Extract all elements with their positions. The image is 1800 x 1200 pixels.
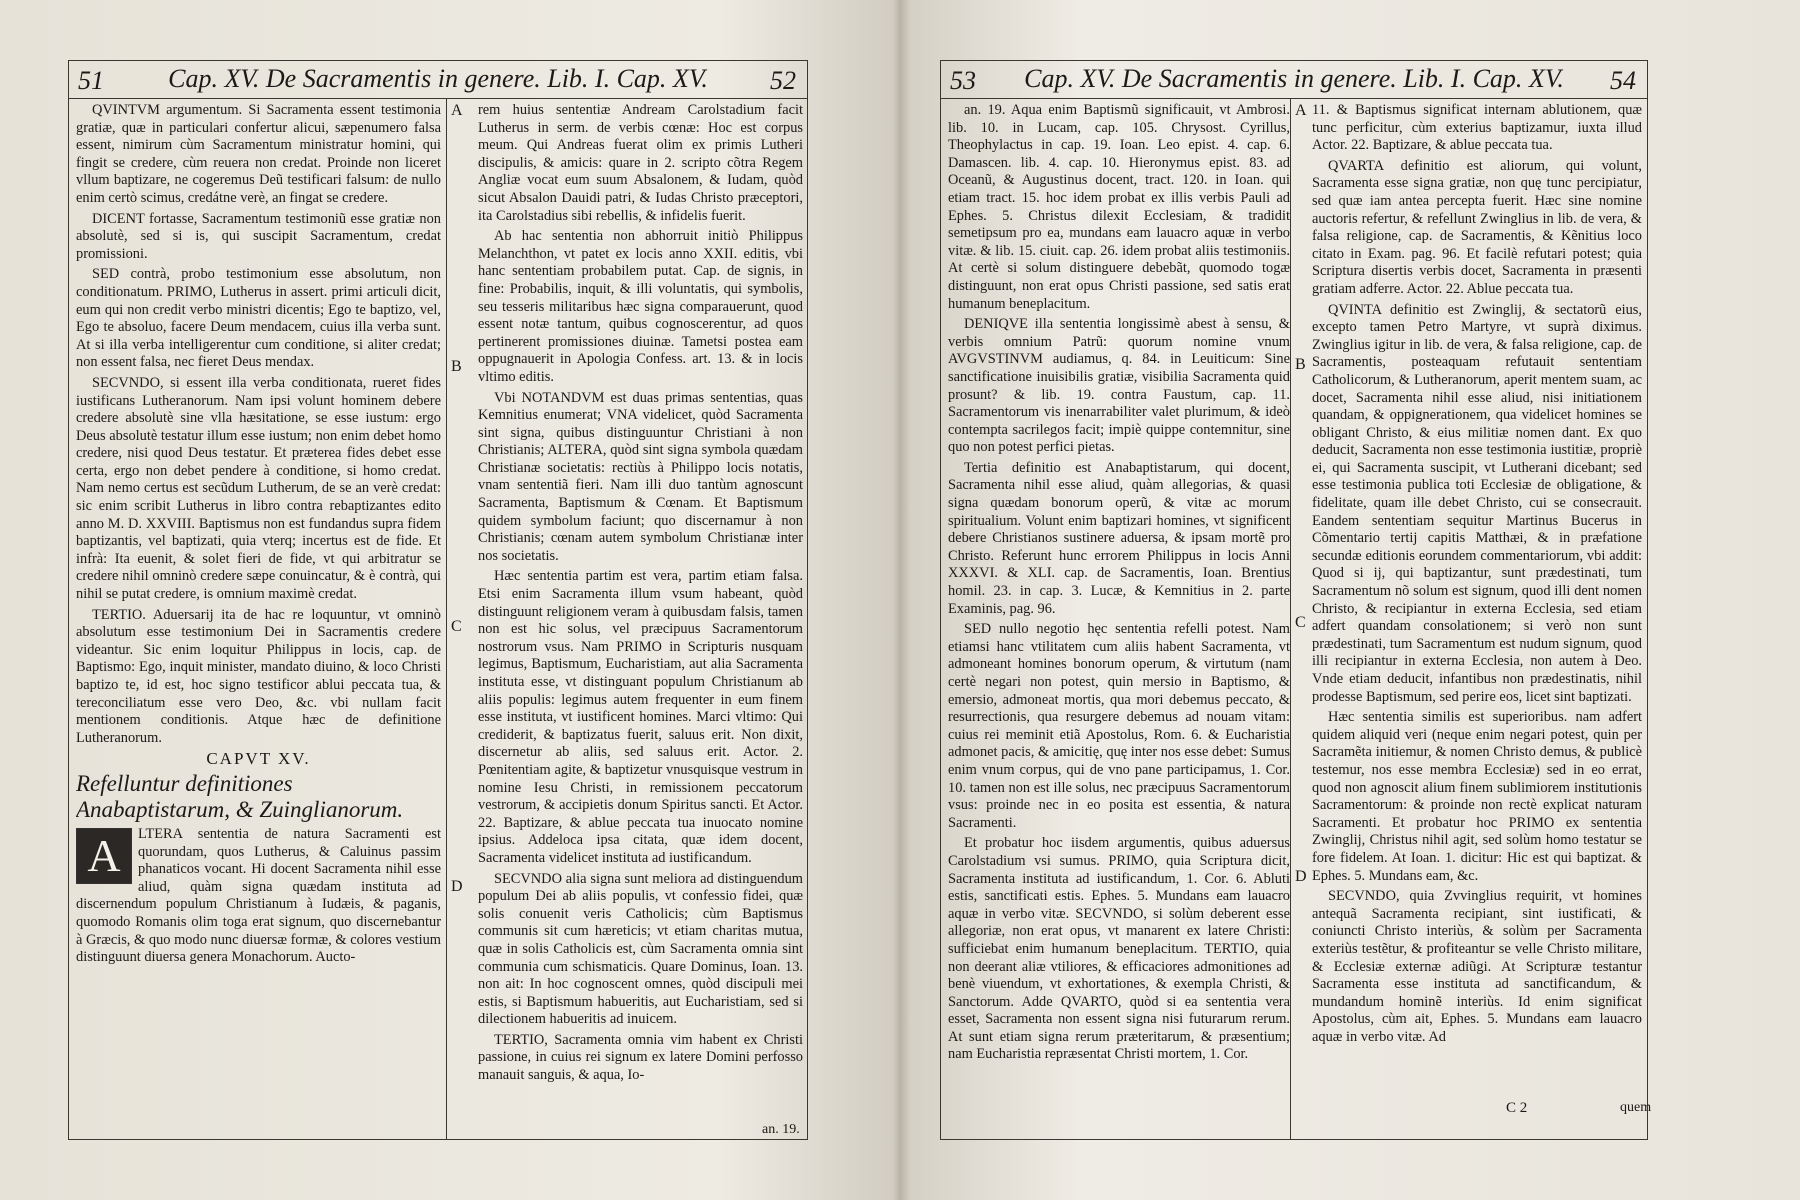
paragraph: QVINTA definitio est Zwinglij, & sectatorũ eius, excepto tamen Petro Martyre, vt suprà diximus. Zwinglius igitur in lib. de vera, & falsa religione, cap. de Sacramentis, posteaquam refutauit sententiam Catholicorum, & Lutheranorum, aperit mentem suam, ac docet, Sacramenta nihil esse aliud, nisi initiationem quandam, & oppignerationem, qua videlicet homines se obligant Christo, & eius militiæ nomen dant. Ex quo deducit, Sacramenta non esse testimonia iustitiæ, propriè ei, qui Sacramenta suscipit, vt Lutherani dicebant; sed esse testimonia publica toti Ecclesiæ de obligatione, & fidelitate, quam ille debet Christo, cui se consecrauit. Eandem sententiam sequitur Martinus Bucerus in Cõmentario tertij capitis Matthæi, & in præfatione secundæ editionis eorundem commentariorum, vbi addit: Quod si ij, qui baptizantur, sunt prædestinati, tum Sacramentum nõ solum est signum, quod illi dent nomen Christo, & recipiantur in externa Ecclesia, sed etiam adfert quandam consolationem; si verò non sunt prædestinati, tum Sacramentum est nudum signum, quod illi recipiantur in externa Ecclesia, non autem à Deo. Vnde etiam deducit, infantibus non prædestinatis, nihil prodesse Baptismum, sed perire eos, licet sint baptizati. (1312, 301, 1642, 705)
chapter-subtitle: Refelluntur definitiones Anabaptistarum, & Zuinglianorum. (76, 770, 404, 822)
margin-letter-c: C (451, 618, 462, 635)
margin-letter-d: D (451, 878, 463, 895)
paragraph: QVINTVM argumentum. Si Sacramenta essent testimonia gratiæ, quæ in particulari confertur alicui, sæpenumero falsa essent, nimirum cùm Sacramentum ministratur homini, qui fingit se credere, cùm reuera non credat. Proinde non liceret vllum baptizare, ne cogeremus Deũ testificari falsum: de nullo enim certò scimus, credátne verè, an fingat se credere. (76, 102, 441, 206)
paragraph: Et probatur hoc iisdem argumentis, quibus aduersus Carolstadium vsi sumus. PRIMO, quia Scriptura dicit, Sacramenta instituta ad iustificandum, 1. Cor. 6. Abluti estis, sanctificati estis. Ephes. 5. Mundans eam lauacro aquæ in verbo vitæ. SECVNDO, si solùm deberent esse allegoriæ, non erat opus, vt manarent ex latere Christi: sufficiebat enim humanum beneplacitum. TERTIO, quia non deerant aliæ vtiliores, & efficaciores admonitiones ad benè viuendum, vt exhortationes, & exempla Christi, & Sanctorum. Adde QVARTO, quòd si ea sententia vera esset, Sacramenta non essent signa nisi futurarum rerum. At sunt etiam signa rerum præteritarum, & præsentium; nam Eucharistia repræsentat Christi mortem, 1. Cor. (948, 835, 1290, 1063)
paragraph: DENIQVE illa sententia longissimè abest à sensu, & verbis omnium Patrũ: quorum nomine vnum AVGVSTINVM audiamus, q. 84. in Leuiticum: Sine sanctificatione inuisibilis gratiæ, visibilia Sacramenta quid prosunt? & lib. 19. contra Faustum, cap. 11. Sacramentorum vis inenarrabiliter valet plurimum, & ideò contempta sacrilegos facit; impiè quippe contemnitur, sine quo non potest perfici pietas. (948, 316, 1290, 456)
paragraph: TERTIO, Sacramenta omnia vim habent ex Christi passione, in cuius rei signum ex latere Domini perfosso manauit sanguis, & aqua, Io- (478, 1031, 803, 1084)
paragraph: SECVNDO, quia Zvvinglius requirit, vt homines antequã Sacramenta recipiant, sint iustificati, & coniuncti Christo interiùs, & solùm per Sacramenta exteriùs testẽtur, & profiteantur se velle Christo militare, & Ecclesiæ externæ adiũgi. At Scripturæ testantur Sacramenta esse instituta ad sanctificandum, & mundandum hominẽ interiùs. Id enim significat Apostolus, cùm ait, Ephes. 5. Mundans eam lauacro aquæ in verbo vitæ. Ad (1312, 888, 1642, 1045)
paragraph: SED contrà, probo testimonium esse absolutum, non conditionatum. PRIMO, Lutherus in assert. primi articuli dicit, eum qui non credit verbo ministri dicentis; Ego te baptizo, vel, Ego te absoluo, facere Deum mendacem, cuius illa verba sunt. At si illa verba intelligerentur cum conditione, si aliter credat; non essent falsa, nec fieret Deus mendax. (76, 266, 441, 371)
page-number: 52 (770, 66, 796, 95)
text-column-right (1312, 102, 1642, 1132)
margin-letter-a: A (1295, 102, 1307, 119)
right-page (940, 60, 1648, 1140)
margin-letter-c: C (1295, 614, 1306, 631)
paragraph: SECVNDO alia signa sunt meliora ad distinguendum populum Dei ab aliis populis, vt confessio fidei, quæ solis conuenit veris Catholicis; cùm Baptismus communis sit cum hæreticis; vt etiam charitas mutua, quæ in solis Catholicis est, cùm Sacramenta omnia sint communia cum schismaticis. Quare Dominus, Ioan. 13. non ait: In hoc cognoscent omnes, quòd discipuli mei estis, si Baptismum habueritis, aut Eucharistiam, sed si dilectionem habueritis ad inuicem. (478, 870, 803, 1028)
paragraph: Hæc sententia similis est superioribus. nam adfert quidem aliquid veri (neque enim negari potest, quin per Sacramẽta initiemur, & nomen Christo demus, & publicè testemur, nos esse membra Ecclesiæ) sed in eo errat, quod non agnoscit alium finem sublimiorem institutionis Sacramentorum: & proinde non rectè explicat naturam Sacramenti. Et probatur hoc PRIMO ex sententia Zwinglij, Christus nihil agit, sed solùm homo testatur se fore fidelem. At Ioan. 1. dicitur: Hic est qui baptizat. & Ephes. 5. Mundans eam, &c. (1312, 709, 1642, 884)
margin-letter-d: D (1295, 868, 1307, 885)
paragraph-text: LTERA sententia de natura Sacramenti est quorundam, quos Lutherus, & Caluinus passim phanaticos vocant. Hi docent Sacramenta nihil esse aliud, quàm signa quædam instituta ad discernendum populum Christianum à Iudæis, & paganis, quomodo Romanis olim toga erat signum, quo discernebantur à Græcis, & quo modo nunc diuersæ formæ, & colores vestium distinguunt diuersa genera Monachorum. Aucto- (76, 825, 441, 966)
margin-letter-b: B (451, 358, 462, 375)
text-column-right (478, 102, 803, 1132)
drop-capital: A (76, 828, 132, 884)
text-column-left (76, 102, 441, 1132)
page-number: 51 (78, 66, 104, 95)
paragraph: TERTIO. Aduersarij ita de hac re loquuntur, vt omninò absolutum esse testimonium Dei in Sacramentis credere videantur. Sic enim loquitur Philippus in locis, cap. de Baptismo: Ego, inquit minister, mandato diuino, & loco Christi baptizo te, id est, hoc signo testificor ablui peccata tua, & tereconciliatum esse vero Deo, &c. vbi nullam facit mentionem conditionis. Atque hæc de definitione Lutheranorum. (76, 606, 441, 746)
paragraph: SECVNDO, si essent illa verba conditionata, rueret fides iustificans Lutheranorum. Nam ipsi volunt hominem debere credere absolutè sine vlla hæsitatione, se esse iustum: ergo Deus absolutè testatur illum esse iustum; non enim debet homo credere, nisi quod Deus testatur. Et præterea fides debet esse certa, ergo non debet pendere à conditione, si homo credat. Nam nemo certus est secũdum Lutherum, de se an verè credat: sic enim scribit Lutherus in libro contra rebaptizantes edito anno M. D. XXVIII. Baptismus non est fundandus supra fidem baptizantis, vel baptizati, quia vterq; incertus est de fide. Et infrà: Ita euenit, & solet fieri de fide, vt qui arbitratur se credere nihil omninò credere sæpe conuincatur, & è contrà, qui nihil se putat credere, is omnium maximè credat. (76, 374, 441, 603)
page-number: 53 (950, 66, 976, 95)
paragraph: DICENT fortasse, Sacramentum testimoniũ esse gratiæ non absolutè, sed si is, qui suscipit Sacramentum, credat promissioni. (76, 210, 441, 262)
paragraph: SED nullo negotio hęc sententia refelli potest. Nam etiamsi hanc vtilitatem cum aliis habent Sacramenta, vt admoneant homines bonorum operum, & virtutum (nam certè negari non potest, quin mersio in Baptismo, & emersio, admoneat mortis, qua mori debemus peccato, & resurrectionis, qua resurgere debemus ad nouam vitam: cuius rei meminit etiã Apostolus, Rom. 6. & Eucharistia admonet pacis, & amicitię, quę inter nos esse debet: Sumus enim vnum corpus, qui de vno pane participamus, 1. Cor. 10. tamen non est ille solus, nec præcipuus Sacramentorum vsus: proinde nec in eo posita est essentia, & natura Sacramenti. (948, 621, 1290, 831)
running-title: Cap. XV. De Sacramentis in genere. Lib. I. Cap. XV. (1024, 64, 1564, 93)
text-column-left (948, 102, 1290, 1132)
catchword: quem (1620, 1100, 1652, 1115)
paragraph: 11. & Baptismus significat internam ablutionem, quæ tunc perficitur, cùm exterius baptizamur, iuxta illud Actor. 22. Baptizare, & ablue peccata tua. (1312, 102, 1642, 154)
running-head (940, 60, 1648, 99)
catchword: an. 19. (762, 1122, 800, 1137)
paragraph: Ab hac sententia non abhorruit initiò Philippus Melanchthon, vt patet ex locis anno XXII. editis, vbi hanc sententiam probabilem putat. Cap. de signis, in fine: Probabilis, inquit, & illi voluntatis, qui symbolis, seu tesseris militaribus hæc signa comparauerunt, quod essent notæ tantum, quibus cognoscerentur, ad quos pertinerent promissiones diuinæ. Tametsi postea eam oppugnauerit in Apologia Confess. art. 13. & in locis vltimo editis. (478, 228, 803, 385)
paragraph: Tertia definitio est Anabaptistarum, qui docent, Sacramenta nihil esse aliud, quàm allegorias, & quasi signa quædam bonorum operũ, & vitæ ac morum spiritualium. Volunt enim baptizari homines, vt significent debere Christianos sustinere aduersa, & ipsam mortẽ pro Christo. Referunt hunc errorem Philippus in locis Anni XXXVI. & XLI. cap. de Sacramentis, Ioan. Brentius homil. 23. in cap. 3. Lucæ, & Kemnitius in 2. parte Examinis, pag. 96. (948, 459, 1290, 617)
paragraph: rem huius sententiæ Andream Carolstadium facit Lutherus in serm. de verbis cœnæ: Hoc est corpus meum. Qui Andreas fuerat olim ex primis Lutheri discipulis, & amicis: quare in 2. scripto cõtra Regem Angliæ vocat eum suum Absalonem, & Iudam, quòd sicut Absalon Dauidi patri, & Iudas Christo præceptori, ita Carolstadius sibi rebellis, & infidelis fuerit. (478, 102, 803, 224)
paragraph (76, 826, 441, 967)
running-head (68, 60, 808, 99)
page-number: 54 (1610, 66, 1636, 95)
margin-letters (447, 98, 471, 1140)
paragraph: Vbi NOTANDVM est duas primas sententias, quas Kemnitius enumerat; VNA videlicet, quòd Sacramenta sint signa, quibus distinguuntur Christiani à non Christianis; ALTERA, quòd sint signa symbola quædam Christianæ societatis: rectiùs à Philippo locis notatis, vnam sententiã fieri. Nam illi duo tantùm agnoscunt Sacramenta, Baptismum & Cœnam. Et Baptismum quidem symbolum faciunt; quo discernamur à non Christianis; cœnam autem symbolum Christianæ inter nos societatis. (478, 389, 803, 564)
paragraph: an. 19. Aqua enim Baptismũ significauit, vt Ambrosi. lib. 10. in Lucam, cap. 105. Chrysost. Cyrillus, Theophylactus in cap. 19. Ioan. Leo epist. 4. cap. 6. Damascen. lib. 4. cap. 10. Hieronymus epist. 83. ad Oceanũ, & Augustinus docent, tract. 120. in Ioan. qui etiam tract. 15. hoc idem probat ex illis verbis Pauli ad Ephes. 5. Christus dilexit Ecclesiam, & tradidit semetipsum pro ea, mundans eam lauacro aquæ in verbo vitæ. & lib. 15. ciuit. cap. 26. idem probat aliis testimoniis. At certè si solum distinguere debebãt, quomodo togæ distinguunt, non erat opus Christi passione, sed satis erat humanum beneplacitum. (948, 102, 1290, 312)
chapter-heading: CAPVT XV. (206, 749, 311, 769)
left-page (68, 60, 808, 1140)
signature-mark: C 2 (1506, 1100, 1528, 1116)
margin-letter-b: B (1295, 356, 1306, 373)
running-title: Cap. XV. De Sacramentis in genere. Lib. I. Cap. XV. (168, 64, 708, 93)
paragraph: QVARTA definitio est aliorum, qui volunt, Sacramenta esse signa gratiæ, non quę tunc percipiatur, sed quæ iam antea percepta fuerit. Hæc sine nomine auctoris refertur, & refellunt Zwinglius in lib. de vera, & falsa religione, cap. de Sacramentis, & Kẽnitius loco citato in Exam. pag. 96. Et facilè refutari potest; quia Scriptura disertis verbis docet, Sacramenta in præsenti gratiam adferre. Actor. 22. Ablue peccata tua. (1312, 157, 1642, 297)
margin-letter-a: A (451, 102, 463, 119)
paragraph: Hæc sententia partim est vera, partim etiam falsa. Etsi enim Sacramenta illum vsum habeant, quòd distinguunt religionem veram à quibusdam falsis, tamen non est hic solus, vel præcipuus Sacramentorum nostrorum vsus. Nam PRIMO in Scripturis nusquam legimus, Baptismum, Eucharistiam, aut alia Sacramenta instituta esse, vt distinguant populum Christianum ab aliis populis: legimus autem frequenter in eum finem esse instituta, vt iustificent homines. Marci vltimo: Qui crediderit, & baptizatus fuerit, saluus erit. Non dixit, discernetur ab aliis, sed saluus erit. Actor. 2. Pœnitentiam agite, & baptizetur vnusquisque vestrum in nomine Iesu Christi, in remissionem peccatorum vestrorum, & accipietis donum Spiritus sancti. Et Actor. 22. Baptizare, & ablue peccata tua inuocato nomine ipsius. Addeloca ipsa citata, quæ idem docent, Sacramenta videlicet instituta ad iustificandum. (478, 568, 803, 866)
